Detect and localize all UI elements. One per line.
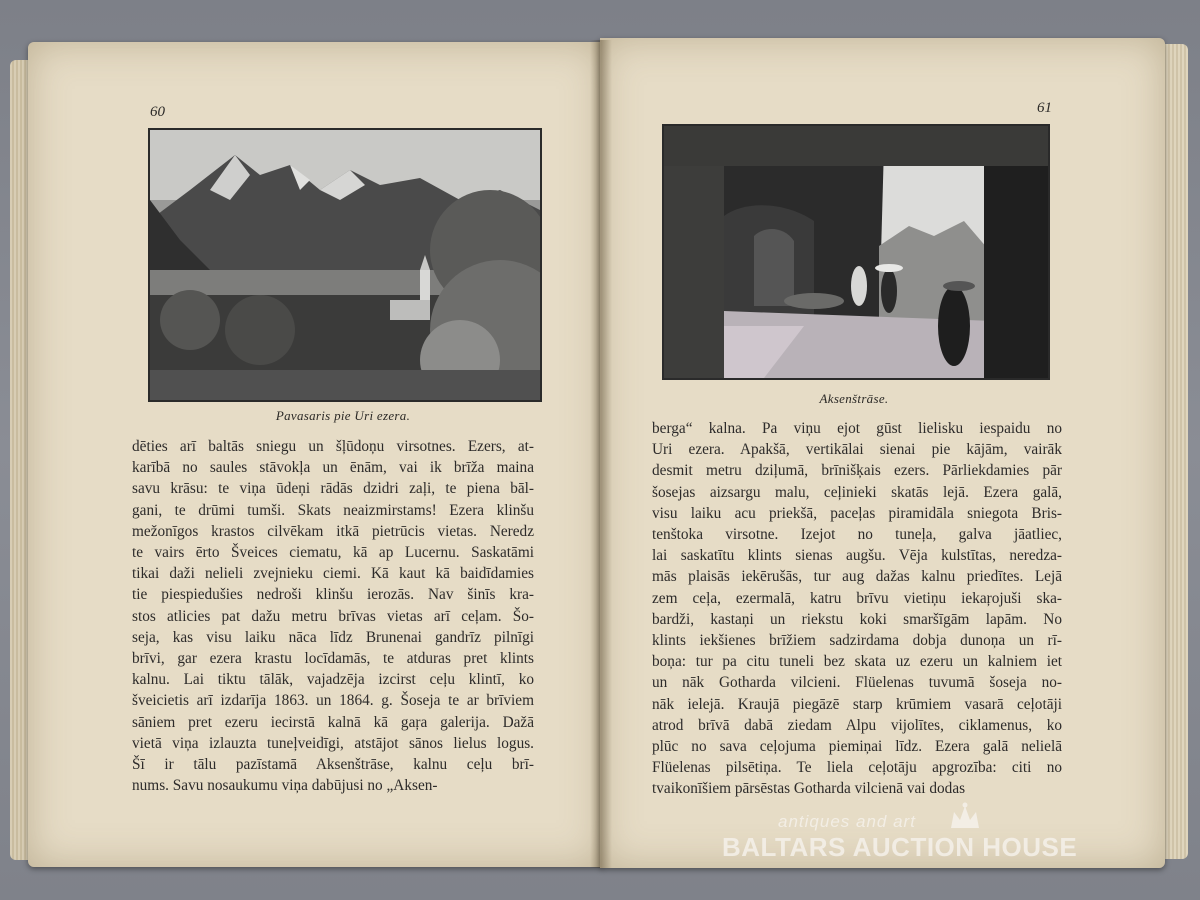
watermark-tagline: antiques and art — [778, 812, 916, 831]
text-line: klints iekšienes brīžiem sadzirdama dobja dunoņa un rī- — [652, 632, 1062, 650]
text-line: boņa: tur pa citu tuneli bez skata uz ezeru un kalniem iet — [652, 653, 1062, 671]
text-line: Uri ezera. Apakšā, vertikālai sienai pie kājām, vairāk — [652, 441, 1062, 459]
text-line: Flüelenas pilsētiņa. Te liela ceļotāju apgrozība: citi no — [652, 759, 1062, 777]
photo-caption: Pavasaris pie Uri ezera. — [275, 408, 411, 423]
text-line: kalnu. Lai tiktu tālāk, vajadzēja izcirst ceļu klintī, ko — [132, 671, 534, 689]
text-line: visu laiku acu priekšā, paceļas piramidāla sniegota Bris- — [652, 504, 1062, 522]
text-line: brīvi, gar ezera krastu locīdamās, te atduras pret klints — [132, 650, 534, 668]
text-line: bardži, kastaņi un riekstu koki smaršīgām lapām. No — [652, 610, 1062, 628]
text-line: un nāk Gotharda vilcieni. Flüelenas tuvumā šoseja no- — [652, 674, 1062, 692]
text-line: lai saskatītu klints sienas augšu. Vēja kulstītas, neredza- — [652, 547, 1062, 565]
right-body-text — [652, 418, 1062, 800]
text-line: šveicietis arī izdarīja 1863. un 1864. g. Šoseja te ar brīviem — [132, 692, 534, 710]
text-line: sāniem pret ezeru iecirstā kalnā kā gaŗa galerija. Dažā — [132, 713, 534, 731]
book-gutter — [590, 40, 612, 868]
photo-caption: Aksenštrāse. — [819, 391, 889, 406]
text-line: šosejas aizsargu malu, ceļinieki skatās lejā. Ezera galā, — [652, 483, 1062, 501]
text-line: gani, te drūmi tumši. Skats neaizmirstams! Ezera klinšu — [132, 501, 534, 519]
text-line: nums. Savu nosaukumu viņa dabūjusi no „Aksen- — [132, 777, 438, 795]
text-line: mežonīgos krastos cilvēkam itkā pietrūcis vietas. Neredz — [132, 522, 534, 540]
photo-uri-lake-spring — [148, 128, 542, 402]
left-page — [28, 42, 603, 867]
text-line: dēties arī baltās sniegu un šļūdoņu virsotnes. Ezers, at- — [132, 438, 534, 455]
text-line: tikai daži nelieli zvejnieku ciemi. Kā kaut kā baidīdamies — [132, 565, 534, 583]
text-line: mās plaisās iekērušās, tur aug dažas kalnu priedītes. Lejā — [652, 568, 1062, 586]
text-line: te vairs ērto Šveices ciematu, kā ap Lucernu. Saskatāmi — [132, 544, 534, 562]
text-line: seja, kas visu laiku nāca līdz Brunenai gandrīz pilnīgi — [132, 628, 534, 646]
text-line: tie piespiedušies nedroši klinšu ierozās. Nav šinīs kra- — [132, 586, 534, 604]
left-body-text — [132, 436, 534, 796]
text-line: nāk ielejā. Kraujā piegāzē starp krūmiem vasarā ceļotāji — [652, 695, 1062, 713]
photo-aksenstrasse-tunnel — [662, 124, 1050, 380]
text-line: tenštoka virsotne. Izejot no tuneļa, galva jāatliec, — [652, 526, 1062, 544]
text-line: plūc no sava ceļojuma piemiņai līdz. Ezera galā nelielā — [652, 738, 1062, 756]
watermark — [720, 808, 1120, 868]
page-number: 60 — [150, 104, 165, 120]
text-line: desmit metru dziļumā, brīnišķais ezers. Pārliekdamies pār — [652, 462, 1062, 480]
watermark-brand: BALTARS AUCTION HOUSE — [722, 832, 1078, 862]
right-page — [600, 38, 1165, 868]
text-line: savu krāsu: te viņa ūdeņi rādās dzidri zaļi, te piena bāl- — [132, 480, 534, 498]
text-line: tvaikonīšiem pārsēstas Gotharda vilcienā vai dodas — [652, 780, 966, 798]
text-line: Šī ir tālu pazīstamā Aksenštrāse, kalnu ceļu brī- — [132, 756, 534, 774]
crown-icon — [948, 802, 982, 832]
text-line: karībā no saules stāvokļa un ēnām, vai ik brīža maina — [132, 459, 534, 477]
text-line: stos atlicies pat dažu metru brīvas vietas arī ceļam. Šo- — [132, 607, 534, 625]
text-line: berga“ kalna. Pa viņu ejot gūst lielisku iespaidu no — [652, 420, 1062, 437]
text-line: vietā viņa izlauzta tuneļveidīgi, atstājot sānos lielus logus. — [132, 734, 534, 752]
page-number: 61 — [1037, 100, 1052, 116]
text-line: atrod brīvā dabā ziedam Alpu vijolītes, ciklamenus, ko — [652, 716, 1062, 734]
text-line: zem ceļa, ezermalā, katru brīvu vietiņu iekaŗojuši ska- — [652, 589, 1062, 607]
